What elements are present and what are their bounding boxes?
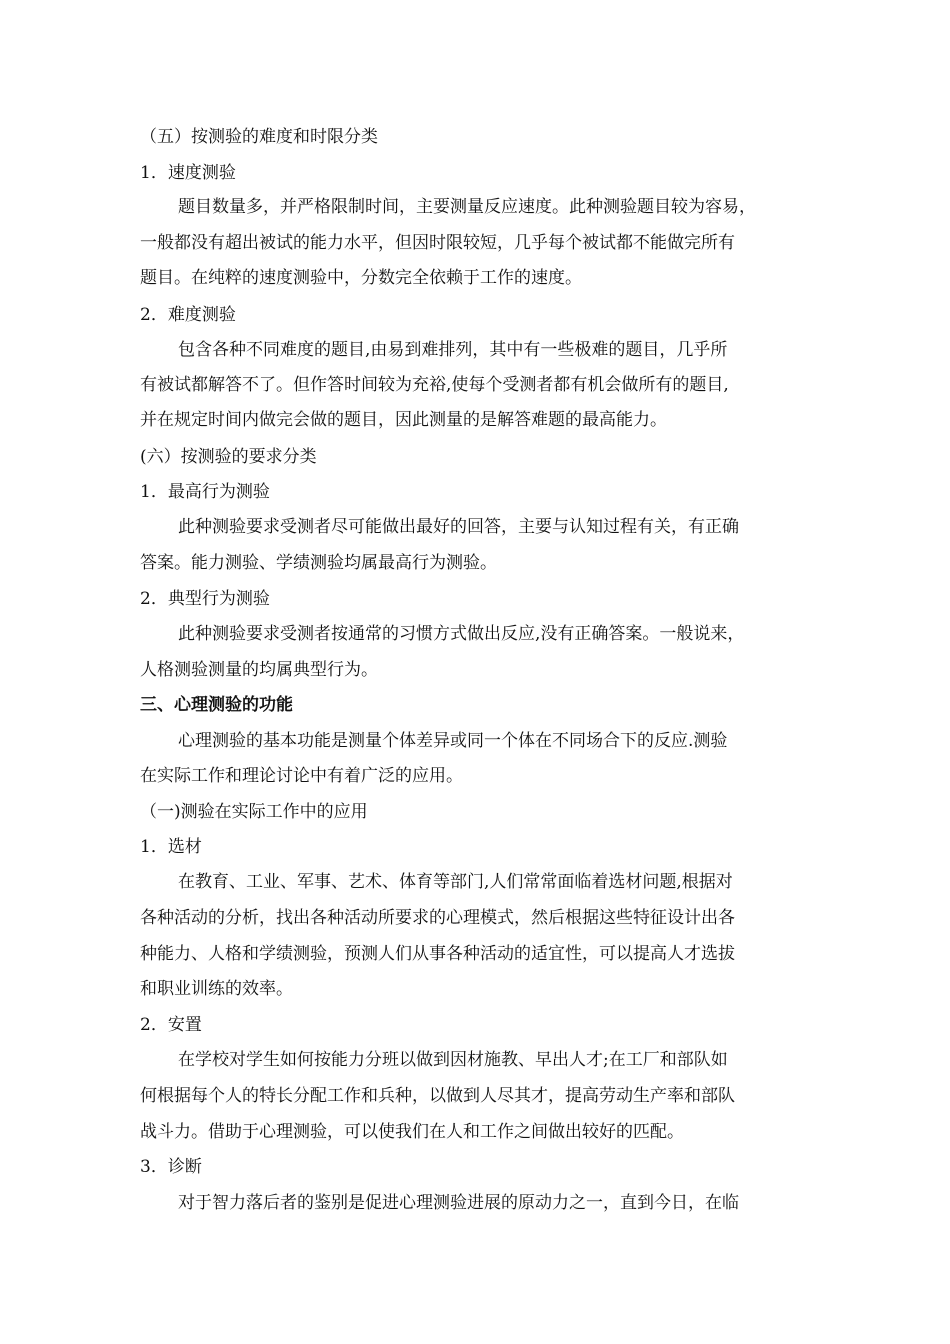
paragraph-line: 对于智力落后者的鉴别是促进心理测验进展的原动力之一，直到今日，在临 — [178, 1193, 739, 1213]
subsection-heading: 2．典型行为测验 — [140, 589, 270, 609]
paragraph-line: 心理测验的基本功能是测量个体差异或同一个体在不同场合下的反应.测验 — [178, 731, 728, 751]
subsection-heading: 1．最高行为测验 — [140, 482, 270, 502]
paragraph-line: 何根据每个人的特长分配工作和兵种，以做到人尽其才，提高劳动生产率和部队 — [140, 1086, 735, 1106]
section-heading: （一)测验在实际工作中的应用 — [140, 802, 368, 822]
paragraph-line: 并在规定时间内做完会做的题目，因此测量的是解答难题的最高能力。 — [140, 410, 667, 430]
paragraph-line: 在学校对学生如何按能力分班以做到因材施教、早出人才;在工厂和部队如 — [178, 1050, 728, 1070]
paragraph-line: 战斗力。借助于心理测验，可以使我们在人和工作之间做出较好的匹配。 — [140, 1122, 684, 1142]
paragraph-line: 此种测验要求受测者尽可能做出最好的回答，主要与认知过程有关，有正确 — [178, 517, 739, 537]
paragraph-line: 一般都没有超出被试的能力水平，但因时限较短，几乎每个被试都不能做完所有 — [140, 233, 735, 253]
paragraph-line: 有被试都解答不了。但作答时间较为充裕,使每个受测者都有机会做所有的题目, — [140, 375, 729, 395]
paragraph-line: 在实际工作和理论讨论中有着广泛的应用。 — [140, 766, 463, 786]
section-heading: (六）按测验的要求分类 — [140, 447, 317, 467]
paragraph-line: 和职业训练的效率。 — [140, 979, 293, 999]
subsection-heading: 1．速度测验 — [140, 163, 236, 183]
paragraph-line: 在教育、工业、军事、艺术、体育等部门,人们常常面临着选材问题,根据对 — [178, 872, 733, 892]
subsection-heading: 2．安置 — [140, 1015, 202, 1035]
paragraph-line: 种能力、人格和学绩测验，预测人们从事各种活动的适宜性，可以提高人才选拔 — [140, 944, 735, 964]
paragraph-line: 题目。在纯粹的速度测验中，分数完全依赖于工作的速度。 — [140, 268, 582, 288]
paragraph-line: 题目数量多，并严格限制时间，主要测量反应速度。此种测验题目较为容易， — [178, 197, 756, 217]
subsection-heading: 1．选材 — [140, 837, 202, 857]
subsection-heading: 3．诊断 — [140, 1157, 202, 1177]
paragraph-line: 人格测验测量的均属典型行为。 — [140, 660, 378, 680]
subsection-heading: 2．难度测验 — [140, 305, 236, 325]
paragraph-line: 各种活动的分析，找出各种活动所要求的心理模式，然后根据这些特征设计出各 — [140, 908, 735, 928]
paragraph-line: 此种测验要求受测者按通常的习惯方式做出反应,没有正确答案。一般说来， — [178, 624, 745, 644]
paragraph-line: 答案。能力测验、学绩测验均属最高行为测验。 — [140, 553, 497, 573]
section-heading: （五）按测验的难度和时限分类 — [140, 127, 378, 147]
chapter-heading: 三、心理测验的功能 — [140, 695, 293, 715]
paragraph-line: 包含各种不同难度的题目,由易到难排列，其中有一些极难的题目，几乎所 — [178, 340, 728, 360]
